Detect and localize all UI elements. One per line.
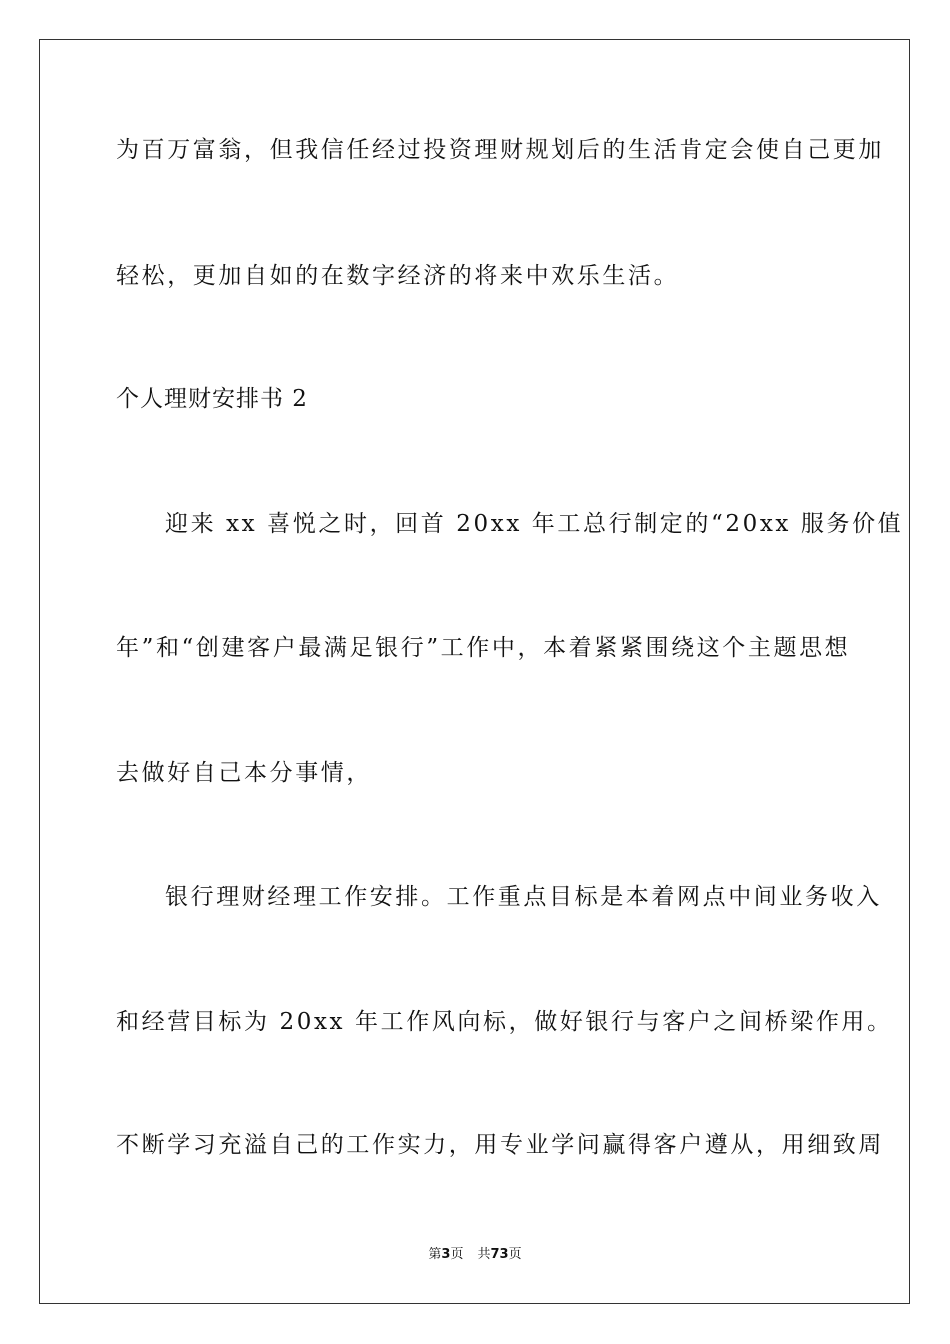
section-heading: 个人理财安排书 2 xyxy=(116,386,308,412)
page-number: 3 xyxy=(441,1247,451,1262)
body-text-line: 不断学习充溢自己的工作实力，用专业学问赢得客户遵从，用细致周 xyxy=(116,1132,884,1158)
page-footer xyxy=(0,1246,950,1264)
total-pages: 73 xyxy=(490,1247,509,1262)
body-text-line: 为百万富翁，但我信任经过投资理财规划后的生活肯定会使自己更加 xyxy=(116,137,884,163)
body-text-line: 去做好自己本分事情， xyxy=(116,760,372,786)
total-suffix: 页 xyxy=(508,1247,522,1262)
total-prefix: 共 xyxy=(477,1247,491,1262)
page-prefix: 第 xyxy=(428,1247,442,1262)
page-suffix: 页 xyxy=(450,1247,464,1262)
body-text-line: 和经营目标为 20xx 年工作风向标，做好银行与客户之间桥梁作用。 xyxy=(116,1009,893,1035)
body-text-line: 轻松，更加自如的在数字经济的将来中欢乐生活。 xyxy=(116,263,680,289)
body-text-line: 年”和“创建客户最满足银行”工作中，本着紧紧围绕这个主题思想 xyxy=(116,635,851,661)
page-border xyxy=(39,39,910,1304)
body-text-line: 银行理财经理工作安排。工作重点目标是本着网点中间业务收入 xyxy=(165,884,882,910)
body-text-line: 迎来 xx 喜悦之时，回首 20xx 年工总行制定的“20xx 服务价值 xyxy=(165,511,904,537)
